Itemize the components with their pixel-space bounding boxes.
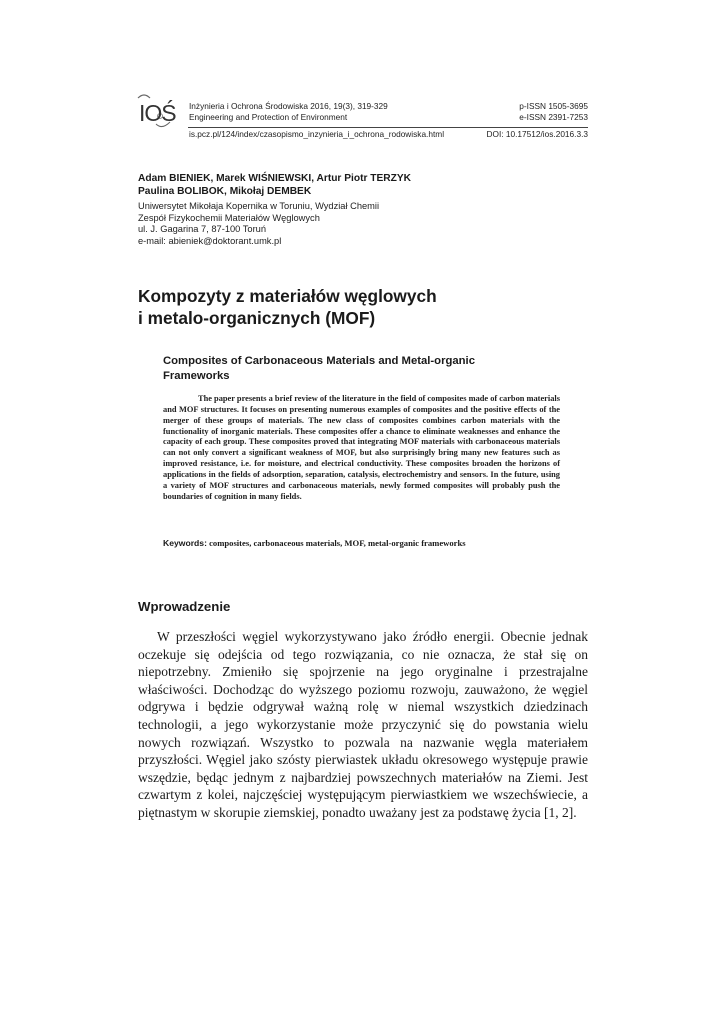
english-title: Composites of Carbonaceous Materials and Metal-organic Frameworks — [163, 355, 475, 382]
body-paragraph: W przeszłości węgiel wykorzystywano jako źródło energii. Obecnie jednak oczekuje się odejścia od tego rozwiązania, co nie oznacza, że stał się on niepotrzebny. Zmieniło się spojrzenie na jego oryginalne i przestrajalne właściwości. Dochodząc do wyższego poziomu rozwoju, zauważono, że węgiel odgrywa i będzie odgrywał ważną rolę w niemal wszystkich dziedzinach technologii, a jego wykorzystanie może przyczynić się do powstania wielu nowych rozwiązań. Wszystko to pozwala na nazwanie węgla materiałem przyszłości. Węgiel jako szósty pierwiastek układu okresowego występuje prawie wszędzie, będąc jednym z najbardziej powszechnych materiałów na Ziemi. Jest czwartym z kolei, najczęściej występującym pierwiastkiem we wszechświecie, a piętnastym w skorupie ziemskiej, ponadto uważany jest za podstawę życia [1, 2]. — [138, 629, 588, 820]
authors — [138, 172, 411, 198]
journal-header — [134, 90, 588, 148]
keywords-label: Keywords: — [163, 538, 207, 548]
keywords — [163, 538, 466, 548]
affiliation-address: ul. J. Gagarina 7, 87-100 Toruń — [138, 224, 266, 235]
paper-title-line-2: i metalo-organicznych (MOF) — [138, 308, 376, 328]
keywords-text: composites, carbonaceous materials, MOF, metal-organic frameworks — [209, 538, 466, 548]
authors-line-1: Adam BIENIEK, Marek WIŚNIEWSKI, Artur Piotr TERZYK — [138, 173, 412, 184]
paper-title-line-1: Kompozyty z materiałów węglowych — [138, 286, 437, 306]
affiliation-university: Uniwersytet Mikołaja Kopernika w Toruniu, Wydział Chemii — [138, 201, 380, 211]
affiliation-email[interactable]: e-mail: abieniek@doktorant.umk.pl — [138, 235, 282, 246]
journal-name-pl: Inżynieria i Ochrona Środowiska 2016, 19(3), 319-329 — [189, 101, 388, 111]
affiliation — [138, 201, 379, 247]
affiliation-team: Zespół Fizykochemii Materiałów Węglowych — [138, 212, 320, 223]
logo-wordmark: IOŚ — [139, 100, 176, 126]
e-issn: e-ISSN 2391-7253 — [519, 112, 588, 122]
journal-url[interactable]: is.pcz.pl/124/index/czasopismo_inzynieria_i_ochrona_rodowiska.html — [189, 129, 445, 139]
journal-logo — [136, 92, 182, 134]
paper-title — [138, 285, 437, 329]
doi[interactable]: DOI: 10.17512/ios.2016.3.3 — [486, 129, 588, 139]
header-divider — [188, 127, 588, 128]
section-heading: Wprowadzenie — [138, 599, 231, 614]
p-issn: p-ISSN 1505-3695 — [519, 101, 588, 111]
journal-name-en: Engineering and Protection of Environment — [189, 112, 348, 122]
authors-line-2: Paulina BOLIBOK, Mikołaj DEMBEK — [138, 186, 312, 197]
abstract: The paper presents a brief review of the literature in the field of composites made of carbon materials and MOF structures. It focuses on presenting numerous examples of composites and the positive effects of the merger of these groups of materials. The new class of composites combines carbon materials with the functionality of inorganic materials. These composites offer a chance to eliminate weaknesses and enhance the capacity of each group. These composites proved that integrating MOF materials with carbonaceous materials can not only convert a significant weakness of MOF, but also surprisingly bring many new features such as improved resistance, i.e. for moisture, and electrical conductivity. These composites broaden the horizons of applications in the fields of adsorption, separation, catalysis, electrochemistry and sensors. In the future, using a variety of MOF structures and carbonaceous materials, newly formed composites will probably push the boundaries of cognition in many fields. — [163, 394, 561, 501]
